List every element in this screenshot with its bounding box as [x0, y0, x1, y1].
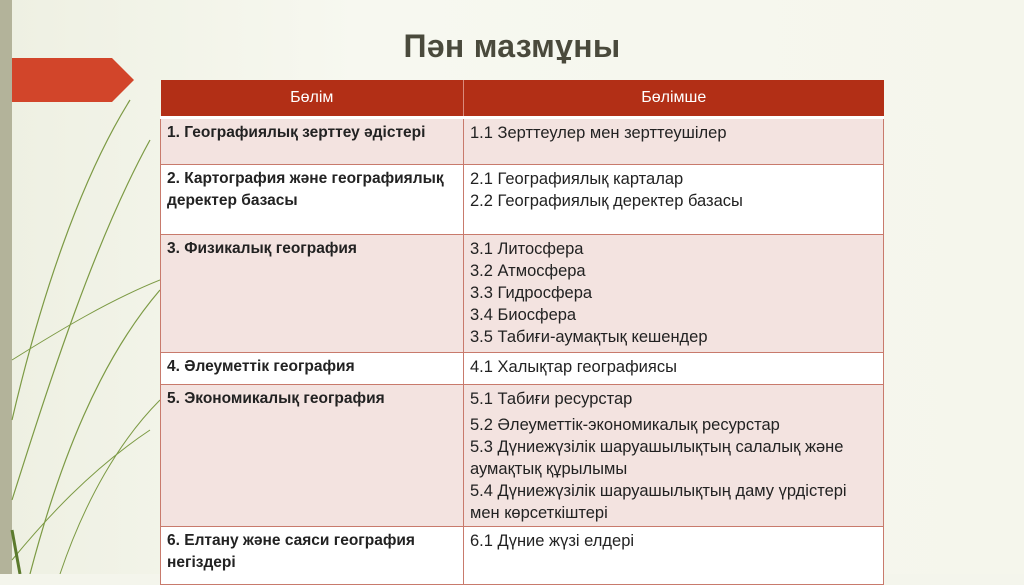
table-row [161, 527, 884, 585]
subsection-item: 5.2 Әлеуметтік-экономикалық ресурстар [470, 416, 780, 434]
subsection-item: 4.1 Халықтар географиясы [470, 358, 677, 376]
section-cell: 4. Әлеуметтік география [161, 353, 464, 385]
subsection-cell [464, 353, 884, 385]
subsection-cell [464, 385, 884, 527]
subsection-item: 6.1 Дүние жүзі елдері [470, 532, 635, 550]
subsection-cell [464, 527, 884, 585]
section-cell: 6. Елтану және саяси география негіздері [161, 527, 464, 585]
subsection-item: 3.3 Гидросфера [470, 284, 593, 302]
subsection-cell [464, 118, 884, 165]
subsection-item: 3.4 Биосфера [470, 306, 577, 324]
table-row [161, 118, 884, 165]
table-row [161, 385, 884, 527]
subsection-item: 3.2 Атмосфера [470, 262, 586, 280]
subsection-item: 3.5 Табиғи-аумақтық кешендер [470, 328, 708, 346]
subsection-item: 5.3 Дүниежүзілік шаруашылықтың салалық және аумақтық құрылымы [470, 438, 844, 478]
page-title: Пән мазмұны [403, 28, 621, 64]
decorative-lines [0, 0, 160, 574]
subsection-item: 5.1 Табиғи ресурстар [470, 390, 633, 408]
subsection-cell [464, 235, 884, 353]
section-cell: 2. Картография және географиялық деректер базасы [161, 165, 464, 235]
table-header-row [161, 80, 884, 118]
subsection-cell [464, 165, 884, 235]
section-cell: 3. Физикалық география [161, 235, 464, 353]
table-row [161, 235, 884, 353]
table-row [161, 353, 884, 385]
subsection-item: 3.1 Литосфера [470, 240, 584, 258]
section-cell: 1. Географиялық зерттеу әдістері [161, 118, 464, 165]
subsection-item: 2.2 Географиялық деректер базасы [470, 192, 743, 210]
column-header-subsection: Бөлімше [464, 80, 884, 118]
subsection-item: 5.4 Дүниежүзілік шаруашылықтың даму үрдістері мен көрсеткіштері [470, 482, 847, 522]
table-row [161, 165, 884, 235]
content-table [160, 80, 884, 585]
column-header-section: Бөлім [161, 80, 464, 118]
subsection-item: 1.1 Зерттеулер мен зерттеушілер [470, 124, 727, 142]
subsection-item: 2.1 Географиялық карталар [470, 170, 684, 188]
section-cell: 5. Экономикалық география [161, 385, 464, 527]
